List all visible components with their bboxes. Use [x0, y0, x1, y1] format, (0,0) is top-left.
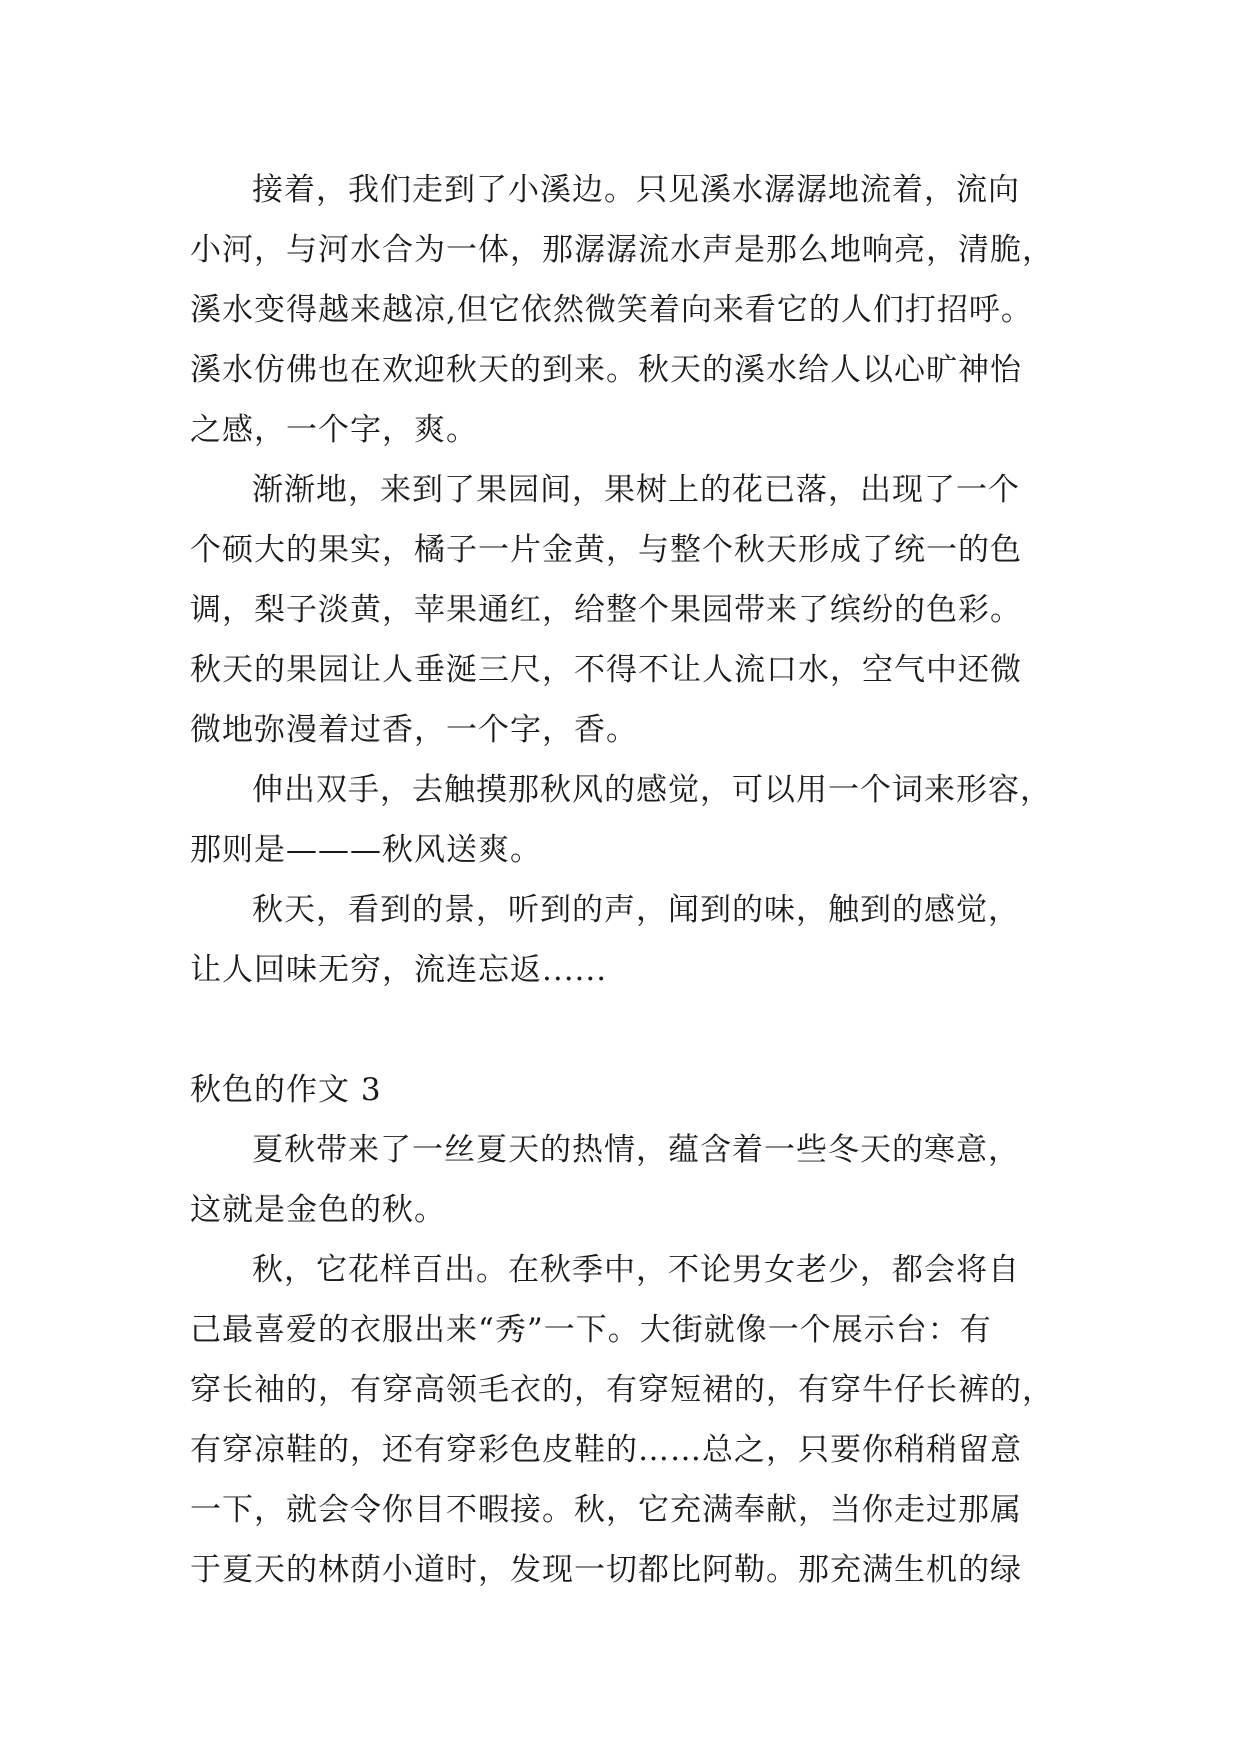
paragraph	[190, 160, 1090, 460]
text-line: 微地弥漫着过香，一个字，香。	[190, 712, 638, 748]
text-line: 渐渐地，来到了果园间，果树上的花已落，出现了一个	[252, 472, 1020, 508]
text-line: 之感，一个字，爽。	[190, 412, 478, 448]
text-line: 于夏天的林荫小道时，发现一切都比阿勒。那充满生机的绿	[190, 1552, 1022, 1588]
paragraph	[190, 760, 1090, 880]
text-line: 秋天，看到的景，听到的声，闻到的味，触到的感觉，	[252, 892, 1020, 928]
text-line: 这就是金色的秋。	[190, 1192, 446, 1228]
document-body	[190, 160, 1090, 1600]
text-line: 那则是———秋风送爽。	[190, 832, 542, 868]
paragraph	[190, 880, 1090, 1000]
text-line: 秋天的果园让人垂涎三尺，不得不让人流口水，空气中还微	[190, 652, 1022, 688]
text-line: 调，梨子淡黄，苹果通红，给整个果园带来了缤纷的色彩。	[190, 592, 1022, 628]
text-line: 接着，我们走到了小溪边。只见溪水潺潺地流着，流向	[252, 172, 1020, 208]
section-heading: 秋色的作文 3	[190, 1072, 382, 1108]
text-line: 一下，就会令你目不暇接。秋，它充满奉献，当你走过那属	[190, 1492, 1022, 1528]
text-line: 溪水仿佛也在欢迎秋天的到来。秋天的溪水给人以心旷神怡	[190, 352, 1022, 388]
text-line: 秋，它花样百出。在秋季中，不论男女老少，都会将自	[252, 1252, 1020, 1288]
text-line: 个硕大的果实，橘子一片金黄，与整个秋天形成了统一的色	[190, 532, 1022, 568]
text-line: 溪水变得越来越凉,但它依然微笑着向来看它的人们打招呼。	[190, 292, 1033, 328]
text-line: 让人回味无穷，流连忘返......	[190, 952, 608, 988]
paragraph	[190, 1240, 1090, 1600]
text-line: 小河，与河水合为一体，那潺潺流水声是那么地响亮，清脆，	[190, 232, 1054, 268]
text-line: 穿长袖的，有穿高领毛衣的，有穿短裙的，有穿牛仔长裤的，	[190, 1372, 1054, 1408]
text-line: 夏秋带来了一丝夏天的热情，蕴含着一些冬天的寒意，	[252, 1132, 1020, 1168]
paragraph	[190, 460, 1090, 760]
text-line: 有穿凉鞋的，还有穿彩色皮鞋的……总之，只要你稍稍留意	[190, 1432, 1022, 1468]
text-line: 己最喜爱的衣服出来“秀”一下。大街就像一个展示台：有	[190, 1312, 992, 1348]
text-line: 伸出双手，去触摸那秋风的感觉，可以用一个词来形容，	[252, 772, 1052, 808]
section-spacer	[190, 1000, 1090, 1060]
paragraph	[190, 1120, 1090, 1240]
